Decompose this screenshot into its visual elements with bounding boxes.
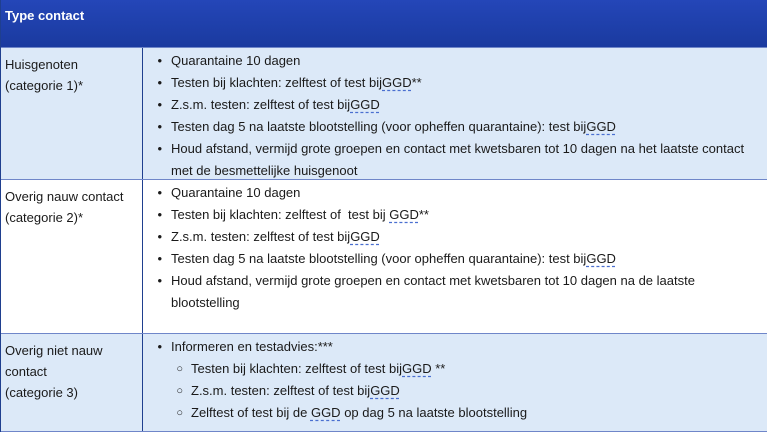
row-label: Overig niet nauw (5, 343, 103, 358)
bullet-icon: • (157, 141, 162, 156)
list-item: • Testen dag 5 na laatste blootstelling (voor opheffen quarantaine): test bij GGD (143, 248, 767, 270)
row-advice-cell (143, 334, 767, 431)
sub-list-item: ○ Testen bij klachten: zelftest of test bij GGD ** (143, 358, 767, 380)
table-header (1, 0, 767, 48)
row-advice-cell (143, 48, 767, 179)
list-item: • Z.s.m. testen: zelftest of test bij GGD (143, 226, 767, 248)
circle-bullet-icon: ○ (176, 363, 183, 375)
bullet-icon: • (157, 207, 162, 222)
table-row-category-3 (1, 334, 767, 432)
list-item: • Quarantaine 10 dagen (143, 182, 767, 204)
bullet-icon: • (157, 229, 162, 244)
table-row-category-1 (1, 48, 767, 180)
circle-bullet-icon: ○ (176, 407, 183, 419)
header-title: Type contact (5, 8, 85, 23)
bullet-icon: • (157, 185, 162, 200)
bullet-icon: • (157, 75, 162, 90)
ggd-abbreviation[interactable]: GGD (402, 361, 432, 376)
bullet-icon: • (157, 53, 162, 68)
row-label-cell (1, 48, 143, 179)
row-label: Huisgenoten (5, 57, 78, 72)
list-item: • Testen bij klachten: zelftest of test bij GGD ** (143, 72, 767, 94)
ggd-abbreviation[interactable]: GGD (350, 97, 380, 112)
ggd-abbreviation[interactable]: GGD (382, 75, 412, 90)
ggd-abbreviation[interactable]: GGD (586, 119, 616, 134)
row-label-cell (1, 180, 143, 333)
bullet-icon: • (157, 273, 162, 288)
list-item: • Informeren en testadvies:*** (143, 336, 767, 358)
list-item: • Quarantaine 10 dagen (143, 50, 767, 72)
ggd-abbreviation[interactable]: GGD (370, 383, 400, 398)
bullet-icon: • (157, 339, 162, 354)
circle-bullet-icon: ○ (176, 385, 183, 397)
list-item: • Houd afstand, vermijd grote groepen en contact met kwetsbaren tot 10 dagen na het laatste contact (143, 138, 767, 160)
list-item: • Z.s.m. testen: zelftest of test bij GGD (143, 94, 767, 116)
table-row-category-2 (1, 180, 767, 334)
row-advice-cell (143, 180, 767, 333)
ggd-abbreviation[interactable]: GGD (350, 229, 380, 244)
list-item-continuation: blootstelling (171, 295, 240, 310)
row-label: contact (5, 364, 47, 379)
row-sublabel: (categorie 2)* (5, 210, 84, 225)
sub-list-item: ○ Z.s.m. testen: zelftest of test bij GGD (143, 380, 767, 402)
bullet-icon: • (157, 119, 162, 134)
ggd-abbreviation[interactable]: GGD (310, 405, 341, 420)
row-sublabel: (categorie 3) (5, 385, 78, 400)
row-label: Overig nauw contact (5, 189, 124, 204)
bullet-icon: • (157, 251, 162, 266)
list-item: • Testen bij klachten: zelftest of test bij GGD ** (143, 204, 767, 226)
sub-list-item: ○ Zelftest of test bij de GGD op dag 5 na laatste blootstelling (143, 402, 767, 424)
list-item-continuation: met de besmettelijke huisgenoot (171, 163, 358, 178)
list-item: • Testen dag 5 na laatste blootstelling (voor opheffen quarantaine): test bij GGD (143, 116, 767, 138)
bullet-icon: • (157, 97, 162, 112)
ggd-abbreviation[interactable]: GGD (586, 251, 616, 266)
row-label-cell (1, 334, 143, 431)
row-sublabel: (categorie 1)* (5, 78, 84, 93)
list-item: • Houd afstand, vermijd grote groepen en contact met kwetsbaren tot 10 dagen na de laatste (143, 270, 767, 292)
ggd-abbreviation[interactable]: GGD (389, 207, 419, 222)
